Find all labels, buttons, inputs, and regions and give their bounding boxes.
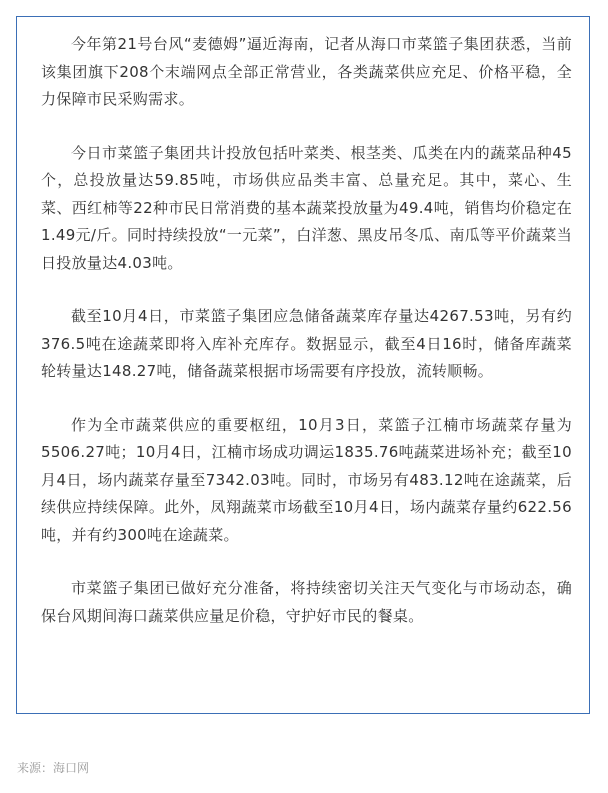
article-paragraph-3: 截至10月4日，市菜篮子集团应急储备蔬菜库存量达4267.53吨，另有约376.5吨在途蔬菜即将入库补充库存。数据显示，截至4日16时，储备库蔬菜轮转量达148.27吨，储备蔬菜根据市场需要有序投放，流转顺畅。: [41, 307, 572, 380]
article-box: [16, 16, 590, 714]
article-paragraph-5: 市菜篮子集团已做好充分准备，将持续密切关注天气变化与市场动态，确保台风期间海口蔬菜供应量足价稳，守护好市民的餐桌。: [41, 579, 572, 625]
article-paragraph-4: 作为全市蔬菜供应的重要枢纽，10月3日，菜篮子江楠市场蔬菜存量为5506.27吨；10月4日，江楠市场成功调运1835.76吨蔬菜进场补充；截至10月4日，场内蔬菜存量至7342.03吨。同时，市场另有483.12吨在途蔬菜，后续供应持续保障。此外，凤翔蔬菜市场截至10月4日，场内蔬菜存量约622.56吨，并有约300吨在途蔬菜。: [41, 415, 572, 544]
article-paragraph-1: 今年第21号台风“麦德姆”逼近海南，记者从海口市菜篮子集团获悉，当前该集团旗下208个末端网点全部正常营业，各类蔬菜供应充足、价格平稳，全力保障市民采购需求。: [41, 35, 572, 108]
source-credit: 来源：海口网: [17, 761, 90, 775]
article-paragraph-2: 今日市菜篮子集团共计投放包括叶菜类、根茎类、瓜类在内的蔬菜品种45个，总投放量达59.85吨，市场供应品类丰富、总量充足。其中，菜心、生菜、西红柿等22种市民日常消费的基本蔬菜投放量为49.4吨，销售均价稳定在1.49元/斤。同时持续投放“一元菜”，白洋葱、黑皮吊冬瓜、南瓜等平价蔬菜当日投放量达4.03吨。: [41, 143, 572, 272]
